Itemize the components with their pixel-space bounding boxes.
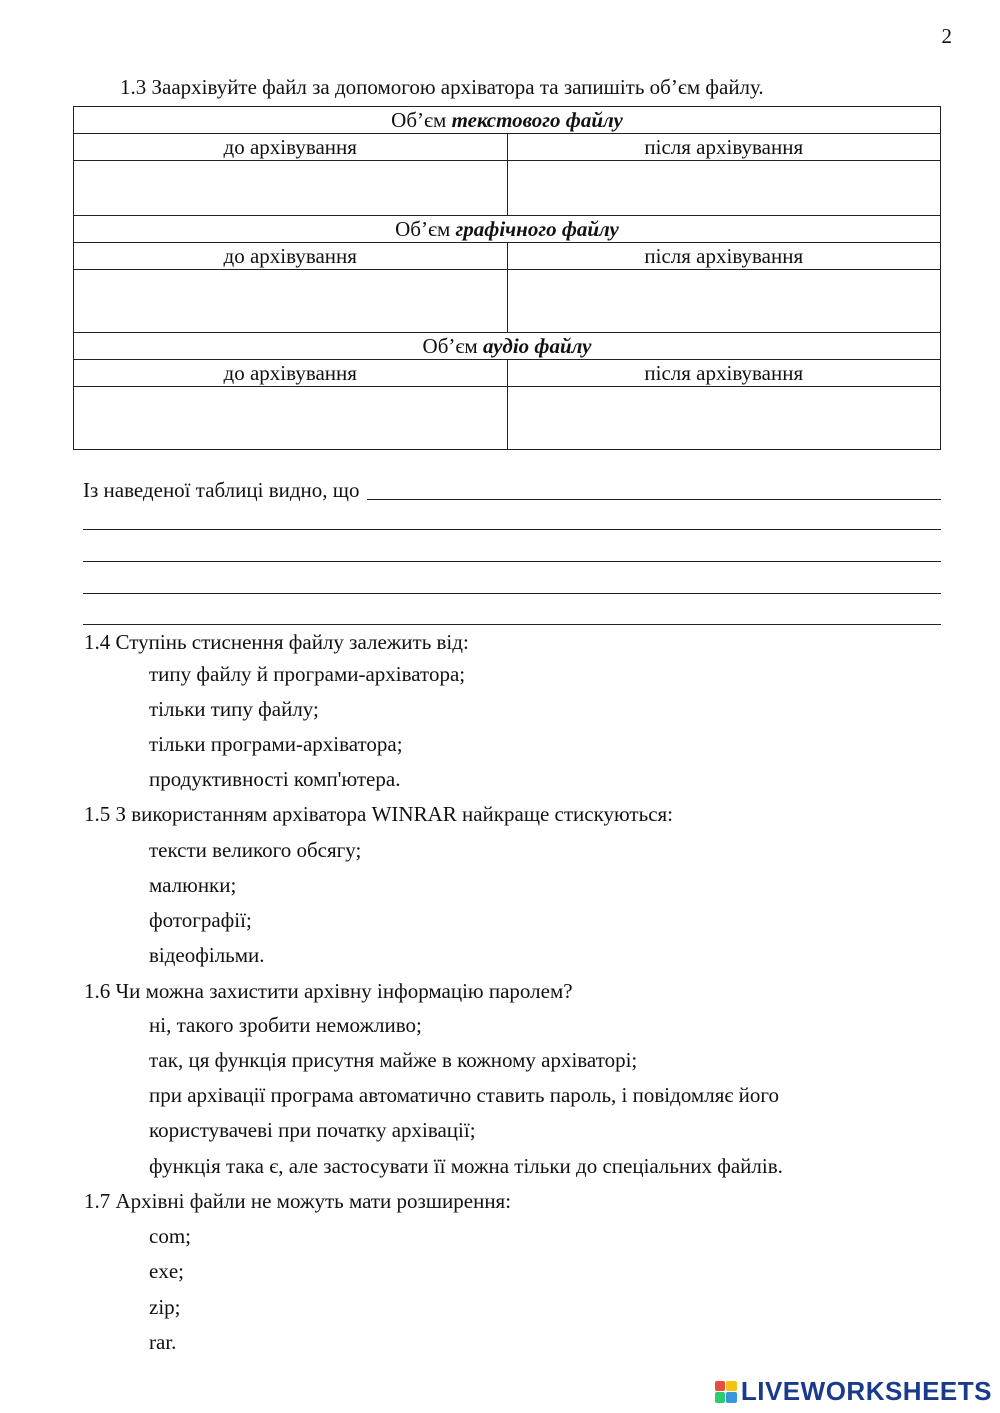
text-file-before-input[interactable] bbox=[74, 161, 508, 216]
graphic-file-after-input[interactable] bbox=[507, 270, 941, 333]
answer-option[interactable]: відеофільми. bbox=[149, 943, 265, 967]
section-title-graphic-file: Об’єм графічного файлу bbox=[74, 216, 941, 243]
liveworksheets-logo-icon bbox=[715, 1381, 737, 1403]
liveworksheets-logo-text: LIVEWORKSHEETS bbox=[740, 1376, 992, 1406]
answer-option[interactable]: ні, такого зробити неможливо; bbox=[149, 1013, 422, 1037]
answer-option[interactable]: exe; bbox=[149, 1259, 184, 1283]
after-archiving-label: після архівування bbox=[507, 360, 941, 387]
conclusion-answer-line[interactable] bbox=[367, 478, 941, 500]
answer-option[interactable]: com; bbox=[149, 1224, 191, 1248]
before-archiving-label: до архівування bbox=[74, 360, 508, 387]
after-archiving-label: після архівування bbox=[507, 243, 941, 270]
audio-file-after-input[interactable] bbox=[507, 387, 941, 450]
graphic-file-before-input[interactable] bbox=[74, 270, 508, 333]
answer-option[interactable]: продуктивності комп'ютера. bbox=[149, 767, 401, 791]
answer-line[interactable] bbox=[83, 529, 941, 530]
answer-line[interactable] bbox=[83, 561, 941, 562]
answer-option[interactable]: малюнки; bbox=[149, 873, 237, 897]
page-number: 2 bbox=[941, 24, 952, 48]
question-1-4-title: 1.4 Ступінь стиснення файлу залежить від: bbox=[84, 630, 469, 654]
before-archiving-label: до архівування bbox=[74, 134, 508, 161]
before-archiving-label: до архівування bbox=[74, 243, 508, 270]
after-archiving-label: після архівування bbox=[507, 134, 941, 161]
answer-option[interactable]: при архівації програма автоматично ставить пароль, і повідомляє його bbox=[149, 1083, 779, 1107]
answer-option[interactable]: zip; bbox=[149, 1295, 181, 1319]
answer-option[interactable]: тільки типу файлу; bbox=[149, 697, 319, 721]
conclusion-label: Із наведеної таблиці видно, що bbox=[83, 478, 360, 502]
question-1-5-title: 1.5 З використанням архіватора WINRAR найкраще стискуються: bbox=[84, 802, 674, 826]
answer-option[interactable]: функція така є, але застосувати її можна тільки до спеціальних файлів. bbox=[149, 1154, 783, 1178]
answer-option[interactable]: фотографії; bbox=[149, 908, 252, 932]
answer-option-continuation[interactable]: користувачеві при початку архівації; bbox=[149, 1118, 476, 1142]
task-title: 1.3 Заархівуйте файл за допомогою архіватора та запишіть об’єм файлу. bbox=[120, 75, 764, 99]
question-1-7-title: 1.7 Архівні файли не можуть мати розширення: bbox=[84, 1189, 512, 1213]
conclusion-row bbox=[83, 478, 941, 503]
file-volume-table bbox=[73, 106, 941, 450]
text-file-after-input[interactable] bbox=[507, 161, 941, 216]
answer-option[interactable]: тільки програми-архіватора; bbox=[149, 732, 403, 756]
answer-option[interactable]: rar. bbox=[149, 1330, 177, 1354]
section-title-audio-file: Об’єм аудіо файлу bbox=[74, 333, 941, 360]
liveworksheets-logo bbox=[715, 1376, 992, 1407]
question-1-6-title: 1.6 Чи можна захистити архівну інформацію паролем? bbox=[84, 979, 573, 1003]
answer-line[interactable] bbox=[83, 624, 941, 625]
audio-file-before-input[interactable] bbox=[74, 387, 508, 450]
answer-option[interactable]: тексти великого обсягу; bbox=[149, 838, 362, 862]
answer-option[interactable]: типу файлу й програми-архіватора; bbox=[149, 662, 466, 686]
answer-option[interactable]: так, ця функція присутня майже в кожному архіваторі; bbox=[149, 1048, 638, 1072]
section-title-text-file: Об’єм текстового файлу bbox=[74, 107, 941, 134]
answer-line[interactable] bbox=[83, 593, 941, 594]
